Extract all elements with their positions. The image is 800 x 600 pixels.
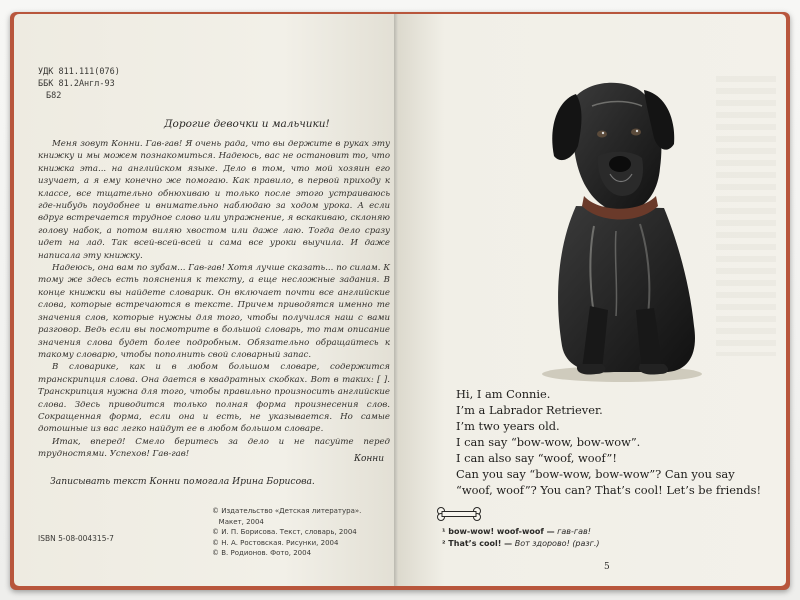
story-line: I’m a Labrador Retriever. xyxy=(456,403,603,417)
credit-line: Записывать текст Конни помогала Ирина Борисова. xyxy=(50,476,315,487)
footnotes xyxy=(442,526,600,549)
bbk-line: ББК 81.2Англ-93 xyxy=(38,79,115,89)
story-text xyxy=(456,386,774,498)
greeting-heading: Дорогие девочки и мальчики! xyxy=(164,118,330,130)
copyright-line: © Н. А. Ростовская. Рисунки, 2004 xyxy=(212,538,339,547)
story-line: I’m two years old. xyxy=(456,419,560,433)
open-book xyxy=(10,12,790,590)
copyright-line: © В. Родионов. Фото, 2004 xyxy=(212,549,312,557)
copyright-line: © И. П. Борисова. Текст, словарь, 2004 xyxy=(212,528,357,536)
isbn: ISBN 5-08-004315-7 xyxy=(38,534,114,543)
story-line: I can say “bow-wow, bow-wow”. xyxy=(456,435,641,449)
copyright-block xyxy=(212,506,361,559)
letter-paragraph: Меня зовут Конни. Гав-гав! Я очень рада, что вы держите в руках эту книжку и мы можем познакомиться. Надеюсь, вас не остановит то, что книжка эта... на английском языке. Дело в том, что мой хозяин его изучает, а я ему конечно же помогаю. Как правило, в первой приходу к классе, все тщательно обнюхиваю и только после этого устраиваюсь где-нибудь поудобнее и внимательно наблюдаю за ходом урока. А если вдруг встречается трудное слово или упражнение, я вскакиваю, склоняю голову набок, а потом виляю хвостом или даже лаю. Тогда дело сразу идет на лад. Так всей-всей-всей и сама все уроки выучила. И даже написала эту книжку. xyxy=(38,139,390,261)
bone-icon xyxy=(436,506,482,520)
right-page xyxy=(398,14,786,586)
left-page xyxy=(14,14,398,586)
labrador-dog-illustration xyxy=(518,56,718,386)
footnote-ru: Вот здорово! (разг.) xyxy=(512,538,600,548)
story-line: I can also say “woof, woof”! xyxy=(456,451,617,465)
letter-paragraph: В словарике, как и в любом большом словаре, содержится транскрипция слова. Она дается в квадратных скобках. Вот в таких: [ ]. Транскрипция нужна для того, чтобы правильно произносить английские слова. Здесь приводится только полная форма произнесения слов. Сокращенная форма, если она и есть, не указывается. Но самые дотошные из вас легко найдут ее в любом большом словаре. xyxy=(38,362,390,435)
signature: Конни xyxy=(354,454,385,464)
footnote-ru: гав-гав! xyxy=(554,527,591,536)
udk-line: УДК 811.111(076) xyxy=(38,67,120,77)
footnote-en: ² That’s cool! — xyxy=(442,538,513,548)
letter-body xyxy=(38,138,390,461)
footnote-en: ¹ bow-wow! woof-woof — xyxy=(442,527,555,536)
show-through-text xyxy=(716,76,776,356)
footnote xyxy=(442,538,600,550)
copyright-line: © Издательство «Детская литература». xyxy=(212,507,362,515)
letter-paragraph: Надеюсь, она вам по зубам... Гав-гав! Хотя лучше сказать... по силам. К тому же здесь есть пояснения к тексту, а еще несложные задания. В конце книжки вы найдете словарик. Он включает почти все английские слова, которые встречаются в тексте. Причем приводятся именно те значения слов, которые нужны для того, чтобы получился наш с вами разговор. Ведь если вы посмотрите в большой словарь, то там описание значения слова будет более подробным. Обязательно обращайтесь к такому словарю, чтобы пополнить свой словарный запас. xyxy=(38,263,390,360)
author-code-line: Б82 xyxy=(46,91,62,101)
letter-paragraph: Итак, вперед! Смело беритесь за дело и не пасуйте перед трудностями. Успехов! Гав-гав! xyxy=(38,436,390,460)
story-line: Hi, I am Connie. xyxy=(456,387,551,401)
dog-icon xyxy=(518,56,718,386)
copyright-line: Макет, 2004 xyxy=(212,517,264,526)
page-number: 5 xyxy=(604,562,610,572)
footnote xyxy=(442,526,600,538)
udk-block xyxy=(38,66,120,102)
story-line: Can you say “bow-wow, bow-wow”? Can you say “woof, woof”? You can? That’s cool! Let’s be friends! xyxy=(456,467,762,497)
